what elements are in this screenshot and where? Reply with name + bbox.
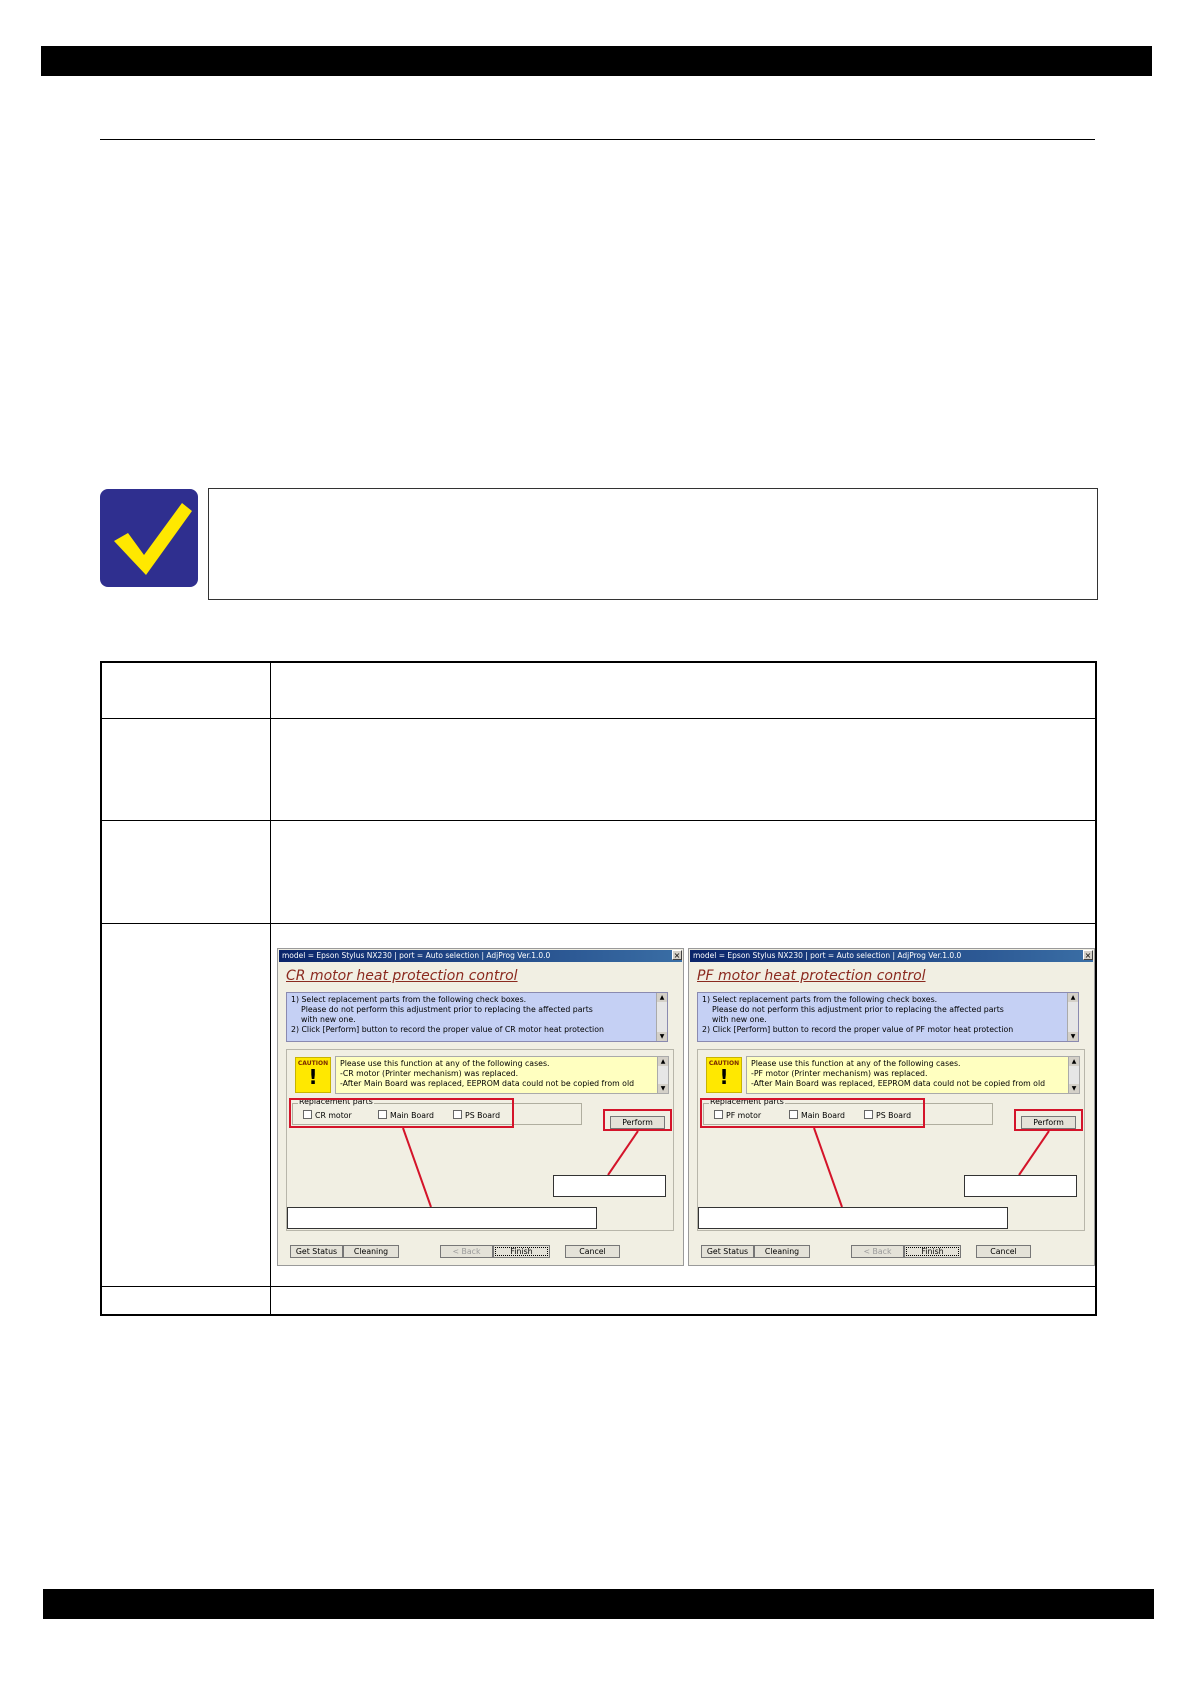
cleaning-button[interactable]: Cleaning (343, 1245, 399, 1258)
back-button[interactable]: < Back (851, 1245, 904, 1258)
footer-bar (43, 1589, 1154, 1619)
dialog-title: PF motor heat protection control (697, 968, 926, 984)
check-mark-icon (100, 489, 198, 587)
dialog-title: CR motor heat protection control (286, 968, 518, 984)
perform-button[interactable]: Perform (610, 1116, 665, 1129)
checkbox-label: CR motor (315, 1111, 352, 1120)
instruction-line: with new one. (301, 1015, 356, 1024)
dialog-button-bar (279, 1241, 682, 1265)
close-icon[interactable]: × (1084, 951, 1092, 960)
caution-text (746, 1056, 1080, 1094)
pf-motor-dialog (688, 948, 1095, 1266)
callout-highlight-perform (603, 1109, 672, 1131)
callout-box-parts (698, 1207, 1008, 1229)
instruction-line: Please do not perform this adjustment prior to replacing the affected parts (712, 1005, 1004, 1014)
caution-line: -CR motor (Printer mechanism) was replaced. (340, 1069, 519, 1078)
callout-highlight-parts (289, 1098, 514, 1128)
callout-box-parts (287, 1207, 597, 1229)
caution-scrollbar[interactable] (1068, 1057, 1079, 1093)
scroll-up-icon[interactable]: ▲ (1069, 1057, 1079, 1066)
cancel-button[interactable]: Cancel (976, 1245, 1031, 1258)
cancel-button[interactable]: Cancel (565, 1245, 620, 1258)
get-status-button[interactable]: Get Status (701, 1245, 754, 1258)
caution-exclamation-icon (706, 1057, 742, 1093)
table-row-divider (102, 718, 1095, 719)
note-box (208, 488, 1098, 600)
instructions-scrollbar[interactable] (1067, 993, 1078, 1041)
finish-button[interactable]: Finish (493, 1245, 550, 1258)
scroll-up-icon[interactable]: ▲ (657, 993, 667, 1002)
back-button[interactable]: < Back (440, 1245, 493, 1258)
dialog-titlebar: model = Epson Stylus NX230 | port = Auto selection | AdjProg Ver.1.0.0 (690, 950, 1093, 962)
close-icon[interactable]: × (673, 951, 681, 960)
table-row-divider (102, 1286, 1095, 1287)
scroll-down-icon[interactable]: ▼ (658, 1084, 668, 1093)
perform-button[interactable]: Perform (1021, 1116, 1076, 1129)
cr-motor-dialog (277, 948, 684, 1266)
caution-text (335, 1056, 669, 1094)
caution-mark: ! (719, 1065, 729, 1089)
callout-highlight-perform (1014, 1109, 1083, 1131)
caution-line: Please use this function at any of the following cases. (340, 1059, 550, 1068)
scroll-up-icon[interactable]: ▲ (1068, 993, 1078, 1002)
scroll-up-icon[interactable]: ▲ (658, 1057, 668, 1066)
caution-mark: ! (308, 1065, 318, 1089)
caution-line: -After Main Board was replaced, EEPROM data could not be copied from old (751, 1079, 1046, 1088)
instruction-line: with new one. (712, 1015, 767, 1024)
caution-line: Please use this function at any of the following cases. (751, 1059, 961, 1068)
caution-exclamation-icon (295, 1057, 331, 1093)
callout-highlight-parts (700, 1098, 925, 1128)
finish-button[interactable]: Finish (904, 1245, 961, 1258)
table-row-divider (102, 923, 1095, 924)
callout-box-perform (964, 1175, 1077, 1197)
replacement-parts-legend: Replacement parts (710, 1097, 784, 1106)
caution-label: CAUTION (708, 1060, 740, 1067)
instructions-box (286, 992, 668, 1042)
instruction-line: 1) Select replacement parts from the following check boxes. (702, 995, 938, 1004)
instruction-line: 2) Click [Perform] button to record the proper value of CR motor heat protection (291, 1025, 604, 1034)
instruction-line: 1) Select replacement parts from the following check boxes. (291, 995, 527, 1004)
instructions-box (697, 992, 1079, 1042)
callout-box-perform (553, 1175, 666, 1197)
checkbox-label: Main Board (801, 1111, 846, 1120)
caution-label: CAUTION (297, 1060, 329, 1067)
checkbox-label: PS Board (465, 1111, 501, 1120)
scroll-down-icon[interactable]: ▼ (1068, 1032, 1078, 1041)
caution-line: -PF motor (Printer mechanism) was replaced. (751, 1069, 928, 1078)
dialog-button-bar (690, 1241, 1093, 1265)
replacement-parts-legend: Replacement parts (299, 1097, 373, 1106)
checkbox-label: PS Board (876, 1111, 912, 1120)
checkbox-label: Main Board (390, 1111, 435, 1120)
checkbox-label: PF motor (726, 1111, 762, 1120)
instruction-line: Please do not perform this adjustment prior to replacing the affected parts (301, 1005, 593, 1014)
table-column-divider (270, 663, 271, 1314)
get-status-button[interactable]: Get Status (290, 1245, 343, 1258)
header-rule (100, 139, 1095, 140)
cleaning-button[interactable]: Cleaning (754, 1245, 810, 1258)
caution-line: -After Main Board was replaced, EEPROM data could not be copied from old (340, 1079, 635, 1088)
scroll-down-icon[interactable]: ▼ (1069, 1084, 1079, 1093)
header-bar (41, 46, 1152, 76)
instruction-line: 2) Click [Perform] button to record the proper value of PF motor heat protection (702, 1025, 1014, 1034)
table-row-divider (102, 820, 1095, 821)
instructions-scrollbar[interactable] (656, 993, 667, 1041)
scroll-down-icon[interactable]: ▼ (657, 1032, 667, 1041)
caution-scrollbar[interactable] (657, 1057, 668, 1093)
dialog-titlebar: model = Epson Stylus NX230 | port = Auto selection | AdjProg Ver.1.0.0 (279, 950, 682, 962)
